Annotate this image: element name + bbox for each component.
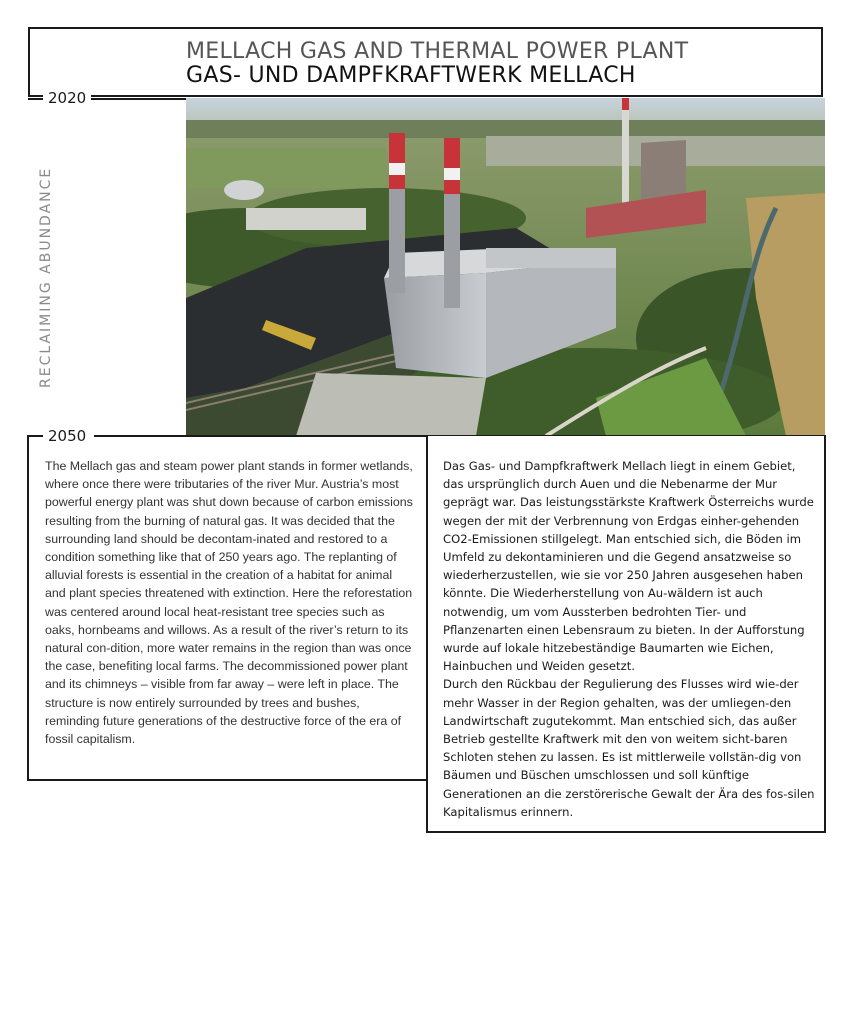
german-paragraph-1: Das Gas- und Dampfkraftwerk Mellach liegt in einem Gebiet, das ursprünglich durch Auen und die Nebenarme der Mur geprägt war. Das leistungsstärkste Kraftwerk Österreichs wurde wegen der mit der Verbrennung von Erdgas einher-gehenden CO2-Emissionen stillgelegt. Man entschied sich, die Böden im Umfeld zu dekontaminieren und die Gegend ansatzweise so wiederherzustellen, wie sie vor 250 Jahren ausgesehen haben könnte. Die Wiederherstellung von Au-wäldern ist auch notwendig, um vom Aussterben bedrohten Tier- und Pflanzenarten einen Lebensraum zu bieten. In der Aufforstung wurde auf lokale hitzebeständige Baumarten wie Eichen, Hainbuchen und Weiden gesetzt.	[443, 459, 814, 674]
year-2020-label: 2020	[43, 89, 91, 107]
side-label: RECLAIMING ABUNDANCE	[38, 166, 54, 388]
german-body-text	[443, 457, 819, 821]
english-box-top-rule	[94, 435, 428, 437]
german-paragraph-2: Durch den Rückbau der Regulierung des Flusses wird wie-der mehr Wasser in der Region gehalten, was der umliegen-den Landwirtschaft zugutekommt. Man entschied sich, das außer Betrieb gestellte Kraftwerk mit den von weitem sicht-baren Schloten stehen zu lassen. Es ist mittlerweile vollstän-dig von Bäumen und Büschen umschlossen und soll künftige Generationen an die zerstörerische Gewalt der Ära des fos-silen Kapitalismus erinnern.	[443, 677, 815, 819]
title-german: GAS- UND DAMPFKRAFTWERK MELLACH	[186, 63, 636, 88]
title-english: MELLACH GAS AND THERMAL POWER PLANT	[186, 39, 689, 64]
year-2050-label: 2050	[43, 427, 91, 445]
english-body-text: The Mellach gas and steam power plant stands in former wetlands, where once there were tributaries of the river Mur. Austria’s most powerful energy plant was shut down because of carbon emissions resulting from the burning of natural gas. It was decided that the surrounding land should be decontam-inated and restored to a condition something like that of 250 years ago. The replanting of alluvial forests is essential in the creation of a habitat for animal and plant species threatened with extinction. Here the reforestation was centered around local heat-resistant tree species such as oaks, hornbeams and willows. As a result of the river’s return to its natural con-dition, more water remains in the region than was once the case, benefiting local farms. The decommissioned power plant and its chimneys – visible from far away – were left in place. The structure is now entirely surrounded by trees and bushes, reminding future generations of the destructive force of the era of fossil capitalism.	[45, 459, 413, 747]
aerial-power-plant-photo	[186, 98, 825, 436]
title-box	[28, 27, 823, 97]
